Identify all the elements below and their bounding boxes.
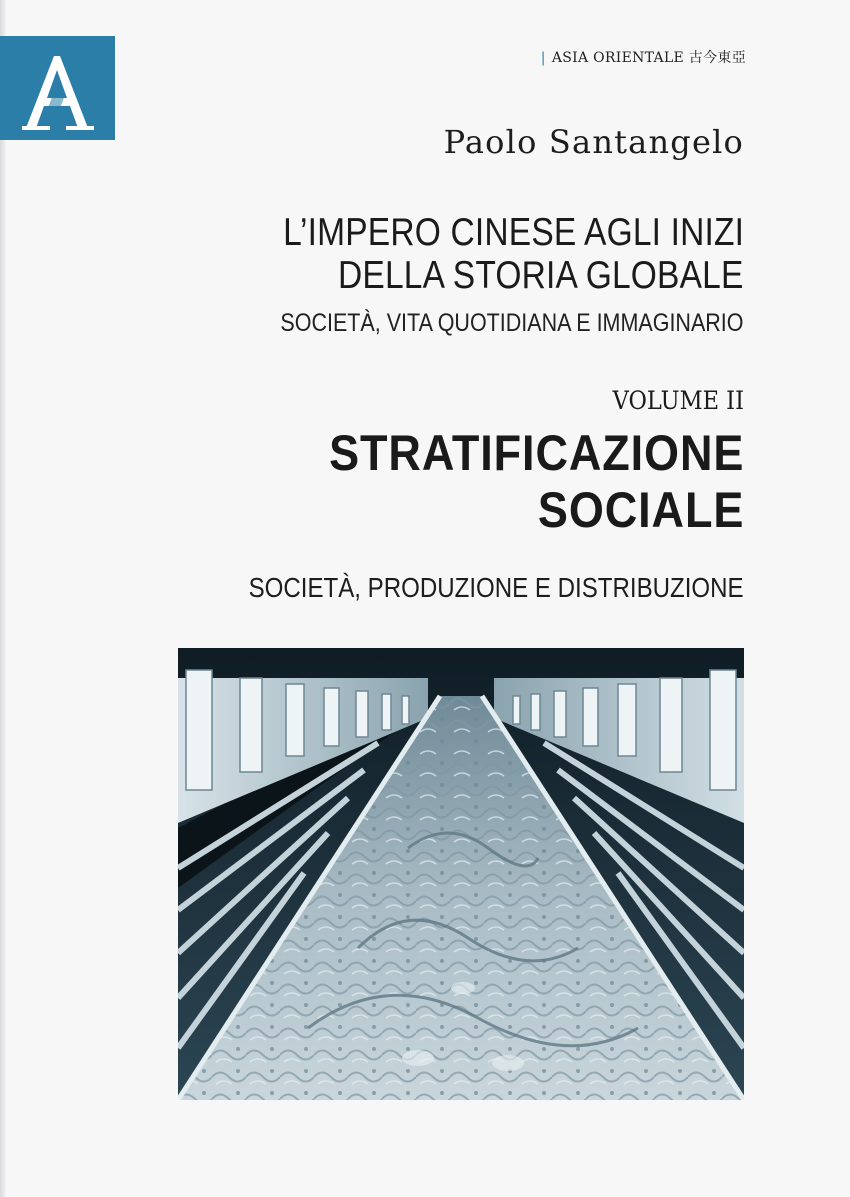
series-text: ASIA ORIENTALE 古今東亞	[551, 50, 746, 66]
main-subtitle: SOCIETÀ, VITA QUOTIDIANA E IMMAGINARIO	[280, 309, 744, 337]
series-label: | ASIA ORIENTALE 古今東亞	[540, 50, 746, 66]
publisher-logo	[0, 36, 115, 140]
author-name: Paolo Santangelo	[443, 123, 744, 161]
volume-title-line-2: SOCIALE	[537, 482, 744, 538]
volume-subtitle: SOCIETÀ, PRODUZIONE E DISTRIBUZIONE	[248, 572, 744, 603]
publisher-a-logo-icon	[0, 36, 115, 140]
volume-label: VOLUME II	[612, 386, 744, 415]
carved-marble-stairway-photo	[178, 648, 744, 1100]
volume-title-line-1: STRATIFICAZIONE	[328, 425, 744, 481]
cover-spine-edge	[0, 0, 6, 1197]
cover-photo	[178, 648, 744, 1100]
main-title-line-1: L’IMPERO CINESE AGLI INIZI	[282, 211, 744, 254]
main-title-line-2: DELLA STORIA GLOBALE	[338, 254, 744, 297]
